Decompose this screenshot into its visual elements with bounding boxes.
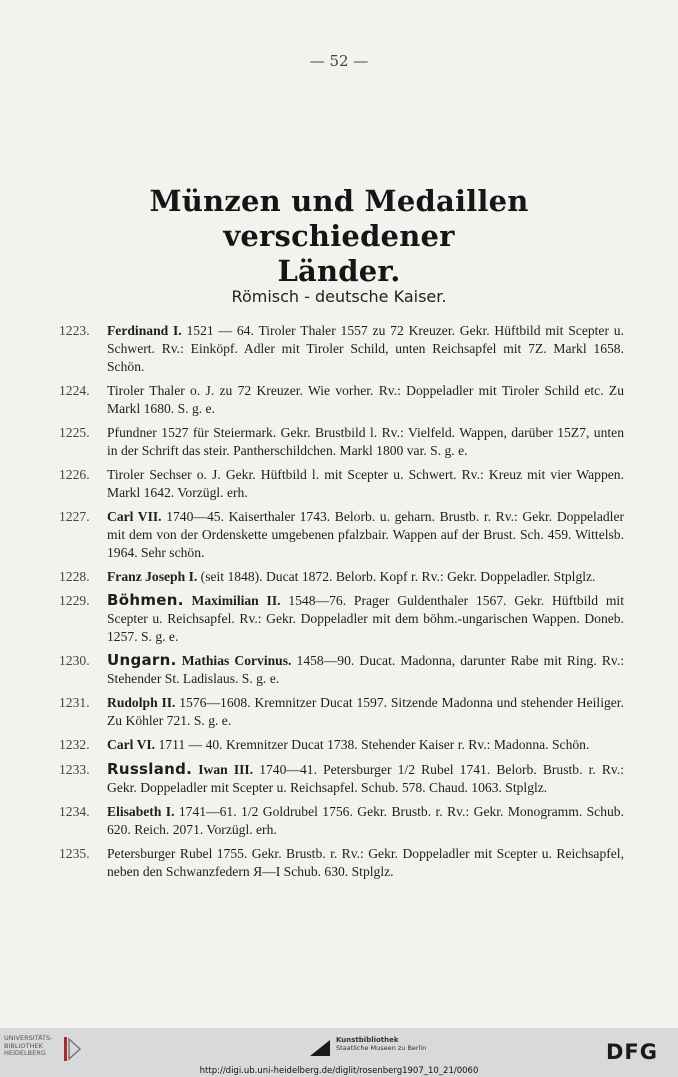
entry-text — [107, 568, 624, 586]
entry-number: 1224. — [59, 382, 90, 398]
entry-text — [107, 508, 624, 561]
catalog-entry — [59, 652, 624, 688]
country-heading: Ungarn. — [107, 651, 177, 670]
kunstbibliothek-icon — [308, 1038, 332, 1058]
ruler-name: Rudolph II. — [107, 695, 176, 711]
catalog-entry — [59, 803, 624, 839]
catalog-entry — [59, 508, 624, 561]
university-library-logo[interactable] — [4, 1035, 53, 1058]
entry-text — [107, 803, 624, 839]
entry-text — [107, 322, 624, 375]
ruler-name: Ferdinand I. — [107, 323, 182, 338]
entry-description: (seit 1848). Ducat 1872. Belorb. Kopf r. Rv.: Gekr. Doppeladler. Stplglz. — [197, 569, 596, 585]
entry-number: 1234. — [59, 803, 90, 819]
source-url[interactable]: http://digi.ub.uni-heidelberg.de/diglit/rosenberg1907_10_21/0060 — [199, 1066, 479, 1076]
kunstbibliothek-logo[interactable] — [336, 1036, 426, 1052]
catalog-entry — [59, 845, 624, 881]
catalog-entries — [59, 322, 624, 887]
country-heading: Böhmen. — [107, 591, 184, 610]
ruler-name: Maximilian II. — [183, 593, 281, 609]
title-line-1: Münzen und Medaillen verschiedener — [149, 184, 529, 253]
entry-text — [107, 694, 624, 730]
catalog-entry — [59, 592, 624, 645]
kb-title: Kunstbibliothek — [336, 1036, 399, 1044]
ruler-name: Carl VII. — [107, 509, 162, 525]
page-number: — 52 — — [309, 52, 369, 70]
entry-description: 1740—41. Petersburger 1/2 Rubel 1741. Belorb. Brustb. r. Rv.: Gekr. Doppeladler mit Scepter u. Reichsapfel. Schub. 578. Chaud. 1063. Stplglz. — [107, 761, 625, 795]
ruler-name: Franz Joseph I. — [107, 569, 198, 585]
entry-description: Tiroler Thaler o. J. zu 72 Kreuzer. Wie vorher. Rv.: Doppeladler mit Tiroler Schild etc. Zu Markl 1680. S. g. e. — [107, 382, 624, 416]
title-line-2: Länder. — [277, 254, 401, 288]
entry-number: 1232. — [59, 737, 90, 753]
catalog-entry — [59, 382, 624, 418]
ruler-name: Elisabeth I. — [107, 803, 175, 819]
catalog-entry — [59, 736, 624, 754]
entry-description: 1711 — 40. Kremnitzer Ducat 1738. Stehender Kaiser r. Rv.: Madonna. Schön. — [155, 737, 590, 753]
ruler-name: Mathias Corvinus. — [176, 653, 292, 669]
entry-number: 1235. — [59, 845, 90, 861]
entry-number: 1230. — [59, 653, 90, 669]
entry-text — [107, 592, 624, 645]
dfg-logo[interactable]: DFG — [606, 1040, 659, 1064]
catalog-entry — [59, 322, 624, 375]
catalog-entry — [59, 466, 624, 502]
entry-description: Tiroler Sechser o. J. Gekr. Hüftbild l. mit Scepter u. Schwert. Rv.: Kreuz mit vier Wappen. Markl 1642. Vorzügl. erh. — [107, 467, 624, 500]
section-subtitle: Römisch - deutsche Kaiser. — [231, 287, 447, 306]
logo-text-line: HEIDELBERG — [4, 1049, 46, 1057]
page-title — [40, 184, 638, 289]
entry-description: Pfundner 1527 für Steiermark. Gekr. Brustbild l. Rv.: Vielfeld. Wappen, darüber 15Z7, unten in der Schrift das steir. Pantherschildchen. Markl 1800 var. S. g. e. — [107, 424, 624, 458]
entry-number: 1231. — [59, 695, 90, 711]
entry-number: 1223. — [59, 323, 90, 338]
catalog-entry — [59, 694, 624, 730]
entry-number: 1225. — [59, 424, 90, 440]
entry-number: 1227. — [59, 509, 90, 525]
entry-number: 1233. — [59, 761, 90, 777]
entry-description: 1740—45. Kaiserthaler 1743. Belorb. u. geharn. Brustb. r. Rv.: Gekr. Doppeladler mit dem von der Ordenskette umgebenen pfalzbair. Wappen auf der Brust. Sch. 459. Wittelsb. 1964. Sehr schön. — [107, 509, 625, 560]
ruler-name: Carl VI. — [107, 737, 156, 753]
entry-text — [107, 382, 624, 418]
logo-text-line: UNIVERSITÄTS- — [4, 1034, 53, 1042]
entry-text — [107, 652, 624, 688]
entry-number: 1229. — [59, 593, 90, 609]
catalog-entry — [59, 424, 624, 460]
country-heading: Russland. — [107, 759, 193, 778]
ruler-name: Iwan III. — [192, 761, 254, 777]
entry-text — [107, 736, 624, 754]
entry-text — [107, 424, 624, 460]
entry-number: 1228. — [59, 569, 90, 585]
entry-description: 1741—61. 1/2 Goldrubel 1756. Gekr. Brustb. r. Rv.: Gekr. Monogramm. Schub. 620. Reich. 2071. Vorzügl. erh. — [107, 803, 624, 837]
catalog-entry — [59, 568, 624, 586]
logo-text-line: BIBLIOTHEK — [4, 1041, 43, 1050]
entry-text — [107, 845, 624, 881]
entry-text — [107, 466, 624, 502]
entry-text — [107, 761, 624, 797]
entry-description: 1576—1608. Kremnitzer Ducat 1597. Sitzende Madonna und stehender Heiliger. Zu Köhler 721. S. g. e. — [107, 695, 624, 729]
entry-number: 1226. — [59, 467, 90, 483]
entry-description: 1548—76. Prager Guldenthaler 1567. Gekr. Hüftbild mit Scepter u. Reichsapfel. Rv.: Gekr. Doppeladler mit dem böhm.-ungarischen Wappen. Doneb. 1257. S. g. e. — [107, 593, 624, 644]
university-seal-icon — [62, 1035, 82, 1063]
entry-description: 1458—90. Ducat. Madonna, darunter Rabe mit Ring. Rv.: Stehender St. Ladislaus. S. g. e. — [107, 653, 624, 687]
kb-subtitle: Staatliche Museen zu Berlin — [336, 1044, 427, 1052]
entry-description: Petersburger Rubel 1755. Gekr. Brustb. r. Rv.: Gekr. Doppeladler mit Scepter u. Reichsapfel, neben den Schwanzfedern Я—I Schub. 630. Stplglz. — [107, 845, 624, 879]
entry-description: 1521 — 64. Tiroler Thaler 1557 zu 72 Kreuzer. Gekr. Hüftbild mit Scepter u. Schwert. Rv.: Einköpf. Adler mit Tiroler Schild, unten Reichsapfel mit 7Z. Markl 1658. Schön. — [107, 323, 624, 374]
catalog-entry — [59, 761, 624, 797]
